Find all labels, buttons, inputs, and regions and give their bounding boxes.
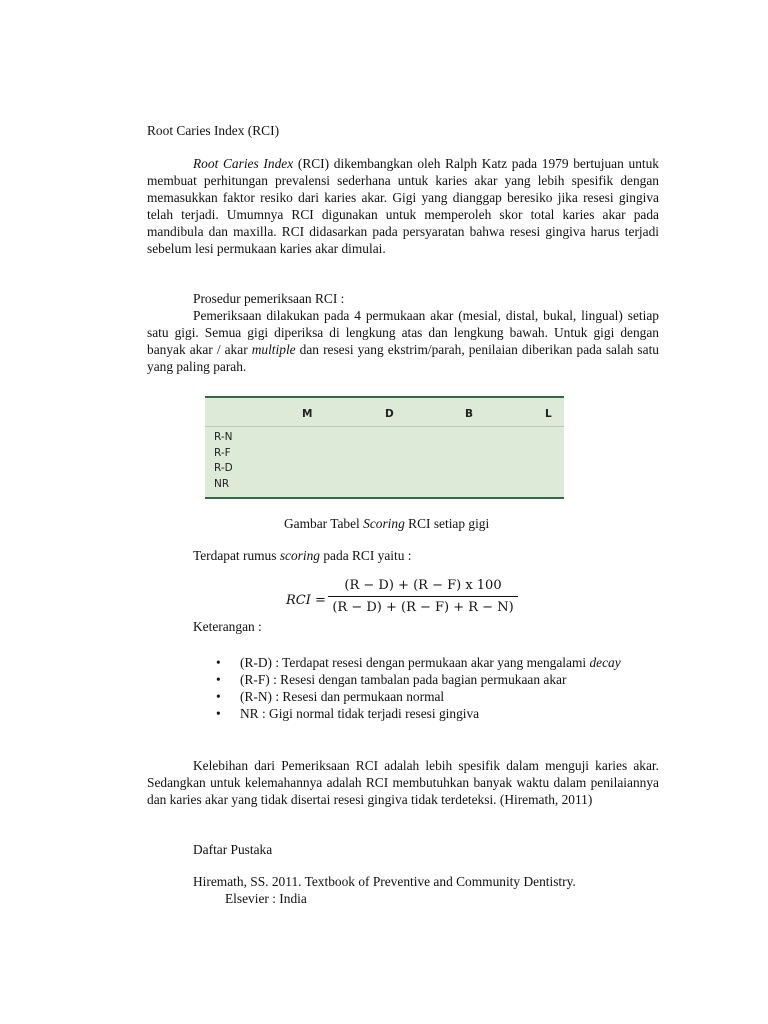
column-header-l: L xyxy=(545,408,552,420)
row-label-rd: R-D xyxy=(214,462,233,474)
list-item-italic: decay xyxy=(589,655,621,670)
bullet-icon: • xyxy=(216,689,221,704)
list-item-text: (R-D) : Terdapat resesi dengan permukaan akar yang mengalami xyxy=(240,655,590,670)
caption-text-a: Gambar Tabel xyxy=(284,516,364,531)
procedure-title: Prosedur pemeriksaan RCI : xyxy=(193,291,345,306)
procedure-text-b: dan resesi yang ekstrim/parah, penilaian diberikan pada salah satu yang paling parah. xyxy=(147,342,659,374)
formula-lhs xyxy=(286,592,326,609)
rci-scoring-table xyxy=(205,396,564,499)
bullet-icon: • xyxy=(216,672,221,687)
caption-text-b: RCI setiap gigi xyxy=(404,516,490,531)
term-root-caries-index: Root Caries Index xyxy=(193,156,294,171)
formula-lhs-text: RCI = xyxy=(286,593,326,608)
table-caption xyxy=(284,515,489,532)
references-heading: Daftar Pustaka xyxy=(193,842,273,857)
row-label-rn: R-N xyxy=(214,431,233,443)
reference-line-2: Elsevier : India xyxy=(225,891,307,906)
list-item-text: (R-N) : Resesi dan permukaan normal xyxy=(240,689,445,704)
keterangan-list xyxy=(216,654,659,722)
row-label-rf: R-F xyxy=(214,446,231,459)
intro-paragraph-text: (RCI) dikembangkan oleh Ralph Katz pada 1979 bertujuan untuk membuat perhitungan prevalensi sederhana untuk karies akar yang lebih spesifik dengan memasukkan faktor resiko dari karies akar. Gigi yang dianggap beresiko jika resesi gingiva telah terjadi. Umumnya RCI digunakan untuk memperoleh skor total karies akar pada mandibula dan maxilla. RCI didasarkan pada persyaratan bahwa resesi gingiva harus terjadi sebelum lesi permukaan karies akar dimulai. xyxy=(147,156,660,256)
section-heading: Root Caries Index (RCI) xyxy=(147,123,280,138)
bullet-icon: • xyxy=(216,655,221,670)
fraction-bar xyxy=(328,596,518,597)
bullet-icon: • xyxy=(216,706,221,721)
table-row-labels xyxy=(214,430,233,492)
caption-italic: Scoring xyxy=(363,516,405,531)
list-item xyxy=(216,705,659,722)
conclusion-paragraph: Kelebihan dari Pemeriksaan RCI adalah lebih spesifik dalam menguji karies akar. Sedangkan untuk kelemahannya adalah RCI membutuhkan banyak waktu dalam penilaiannya dan karies akar yang tidak disertai resesi gingiva tidak terdeteksi. (Hiremath, 2011) xyxy=(147,758,659,807)
formula-intro xyxy=(193,547,412,564)
column-header-b: B xyxy=(465,408,474,420)
list-item xyxy=(216,671,659,688)
procedure-paragraph xyxy=(147,307,659,375)
list-item-text: NR : Gigi normal tidak terjadi resesi gingiva xyxy=(240,706,480,721)
keterangan-title: Keterangan : xyxy=(193,619,262,634)
intro-paragraph xyxy=(147,155,659,257)
formula-intro-text-b: pada RCI yaitu : xyxy=(320,548,412,563)
list-item xyxy=(216,688,659,705)
formula-intro-italic: scoring xyxy=(279,548,321,563)
table-header-row xyxy=(205,398,564,427)
column-header-d: D xyxy=(385,408,394,420)
reference-entry xyxy=(193,873,659,907)
column-header-m: M xyxy=(302,408,313,420)
formula-fraction xyxy=(328,577,518,616)
list-item-text: (R-F) : Resesi dengan tambalan pada bagian permukaan akar xyxy=(240,672,567,687)
formula-numerator: (R − D) + (R − F) x 100 xyxy=(344,578,502,593)
row-label-nr: NR xyxy=(214,477,230,490)
formula-intro-text-a: Terdapat rumus xyxy=(193,548,280,563)
list-item xyxy=(216,654,659,671)
reference-line-1: Hiremath, SS. 2011. Textbook of Preventive and Community Dentistry. xyxy=(193,874,576,889)
formula-denominator: (R − D) + (R − F) + R − N) xyxy=(332,600,514,615)
procedure-italic-term: multiple xyxy=(251,342,296,357)
procedure-text-a: Pemeriksaan dilakukan pada 4 permukaan akar (mesial, distal, bukal, lingual) setiap satu gigi. Semua gigi diperiksa di lengkung atas dan lengkung bawah. Untuk gigi dengan banyak akar / akar xyxy=(147,308,659,357)
